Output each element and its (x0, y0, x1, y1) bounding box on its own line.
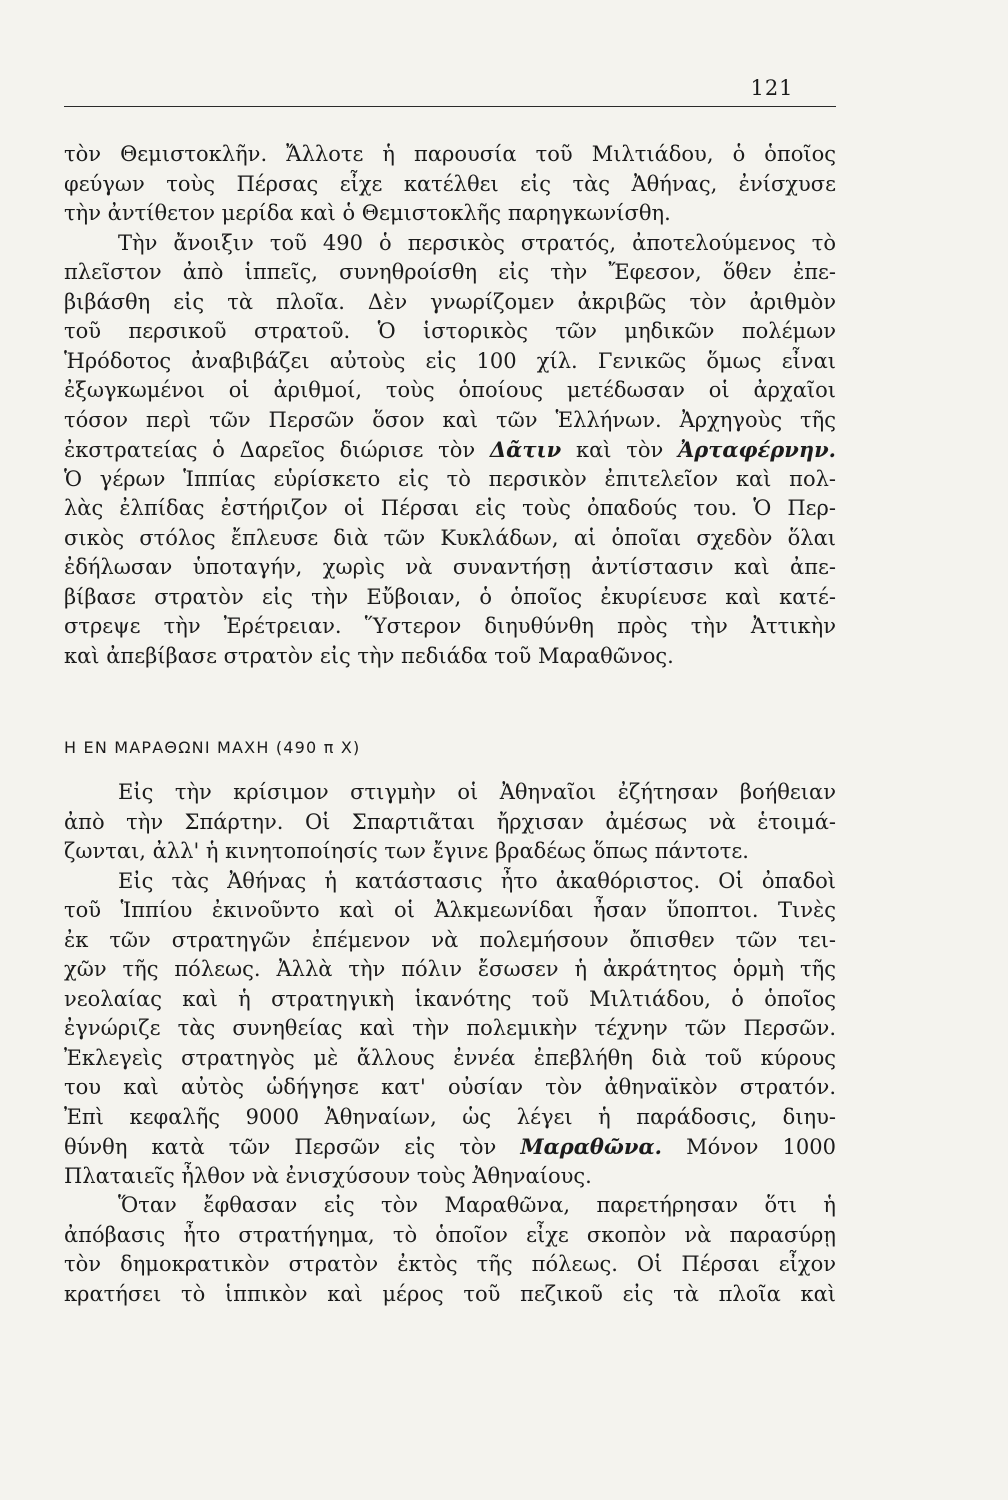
text-line: Τὴν ἄνοιξιν τοῦ 490 ὁ περσικὸς στρατός, ἀποτελούμενος τὸ (118, 230, 836, 255)
text-line: Εἰς τὰς Ἀθήνας ἡ κατάστασις ἦτο ἀκαθόριστος. Οἱ ὀπαδοὶ (118, 868, 836, 893)
text-line: στρεψε τὴν Ἐρέτρειαν. Ὕστερον διηυθύνθη πρὸς τὴν Ἀττικὴν (64, 614, 836, 638)
text-line: νεολαίας καὶ ἡ στρατηγικὴ ἱκανότης τοῦ Μιλτιάδου, ὁ ὁποῖος (64, 986, 836, 1011)
text-line: Εἰς τὴν κρίσιμον στιγμὴν οἱ Ἀθηναῖοι ἐζήτησαν βοήθειαν (118, 780, 836, 804)
text-line: Ἡρόδοτος ἀναβιβάζει αὐτοὺς εἰς 100 χίλ. Γενικῶς ὅμως εἶναι (64, 348, 836, 373)
text-line: χῶν τῆς πόλεως. Ἀλλὰ τὴν πόλιν ἔσωσεν ἡ ἀκράτητος ὁρμὴ τῆς (64, 957, 836, 981)
text-segment: θύνθη κατὰ τῶν Περσῶν εἰς τὸν (64, 1135, 497, 1159)
text-line: του καὶ αὐτὸς ὡδήγησε κατ' οὐσίαν τὸν ἀθηναϊκὸν στρατόν. (64, 1075, 836, 1099)
text-line: τὸν Θεμιστοκλῆν. Ἄλλοτε ἡ παρουσία τοῦ Μιλτιάδου, ὁ ὁποῖος (64, 142, 836, 166)
name-artafernis: Ἀρταφέρνην. (677, 437, 836, 462)
text-line: ἐκ τῶν στρατηγῶν ἐπέμενον νὰ πολεμήσουν ὄπισθεν τῶν τει- (64, 927, 836, 952)
text-line-mixed (64, 435, 836, 465)
text-line: ἀπόβασις ἦτο στρατήγημα, τὸ ὁποῖον εἶχε σκοπὸν νὰ παρασύρῃ (64, 1222, 836, 1247)
text-line: τοῦ περσικοῦ στρατοῦ. Ὁ ἱστορικὸς τῶν μηδικῶν πολέμων (64, 319, 836, 343)
section-heading: Η ΕΝ ΜΑΡΑΘΩΝΙ ΜΑΧΗ (490 π Χ) (64, 738, 361, 757)
text-line: κρατήσει τὸ ἱππικὸν καὶ μέρος τοῦ πεζικοῦ εἰς τὰ πλοῖα καὶ (64, 1281, 836, 1306)
text-line: τοῦ Ἱππίου ἐκινοῦντο καὶ οἱ Ἀλκμεωνίδαι ἦσαν ὕποπτοι. Τινὲς (64, 898, 836, 922)
text-line: ζωνται, ἀλλ' ἡ κινητοποίησίς των ἔγινε βραδέως ὅπως πάντοτε. (64, 839, 749, 863)
text-segment: ἐκστρατείας ὁ Δαρεῖος διώρισε τὸν (64, 438, 476, 462)
text-line: τὴν ἀντίθετον μερίδα καὶ ὁ Θεμιστοκλῆς παρηγκωνίσθη. (64, 201, 671, 225)
header-rule (64, 106, 836, 107)
section-1-text (64, 140, 836, 671)
text-line: σικὸς στόλος ἔπλευσε διὰ τῶν Κυκλάδων, αἱ ὁποῖαι σχεδὸν ὅλαι (64, 525, 836, 550)
text-line: ἐγνώριζε τὰς συνηθείας καὶ τὴν πολεμικὴν τέχνην τῶν Περσῶν. (64, 1016, 836, 1040)
name-marathona: Μαραθῶνα. (520, 1134, 662, 1159)
section-2-text (64, 778, 836, 1309)
text-segment: καὶ τὸν (575, 438, 664, 462)
text-line: Ὅταν ἔφθασαν εἰς τὸν Μαραθῶνα, παρετήρησαν ὅτι ἡ (118, 1193, 836, 1217)
text-line: βιβάσθη εἰς τὰ πλοῖα. Δὲν γνωρίζομεν ἀκριβῶς τὸν ἀριθμὸν (64, 289, 836, 314)
text-line: φεύγων τοὺς Πέρσας εἶχε κατέλθει εἰς τὰς Ἀθήνας, ἐνίσχυσε (64, 171, 836, 196)
name-datis: Δᾶτιν (489, 437, 562, 462)
text-line: ἐξωγκωμένοι οἱ ἀριθμοί, τοὺς ὁποίους μετέδωσαν οἱ ἀρχαῖοι (64, 378, 836, 402)
text-line: Ἐπὶ κεφαλῆς 9000 Ἀθηναίων, ὡς λέγει ἡ παράδοσις, διηυ- (64, 1104, 836, 1129)
text-line: Ἐκλεγεὶς στρατηγὸς μὲ ἄλλους ἐννέα ἐπεβλήθη διὰ τοῦ κύρους (64, 1045, 836, 1070)
text-line: πλεῖστον ἀπὸ ἱππεῖς, συνηθροίσθη εἰς τὴν Ἔφεσον, ὅθεν ἐπε- (64, 260, 836, 284)
text-line: ἐδήλωσαν ὑποταγήν, χωρὶς νὰ συναντήσῃ ἀντίστασιν καὶ ἀπε- (64, 555, 836, 579)
text-line: Ὁ γέρων Ἱππίας εὑρίσκετο εἰς τὸ περσικὸν ἐπιτελεῖον καὶ πολ- (64, 466, 836, 491)
text-line: τὸν δημοκρατικὸν στρατὸν ἐκτὸς τῆς πόλεως. Οἱ Πέρσαι εἶχον (64, 1252, 836, 1276)
text-line: βίβασε στρατὸν εἰς τὴν Εὔβοιαν, ὁ ὁποῖος ἐκυρίευσε καὶ κατέ- (64, 584, 836, 609)
text-segment: Μόνον 1000 (686, 1135, 836, 1159)
text-line: ἀπὸ τὴν Σπάρτην. Οἱ Σπαρτιᾶται ἤρχισαν ἀμέσως νὰ ἑτοιμά- (64, 809, 836, 834)
text-line: λὰς ἐλπίδας ἐστήριζον οἱ Πέρσαι εἰς τοὺς ὀπαδούς του. Ὁ Περ- (64, 496, 836, 520)
text-line: καὶ ἀπεβίβασε στρατὸν εἰς τὴν πεδιάδα τοῦ Μαραθῶνος. (64, 643, 674, 668)
page-number: 121 (750, 76, 794, 100)
text-line: Πλαταιεῖς ἦλθον νὰ ἐνισχύσουν τοὺς Ἀθηναίους. (64, 1163, 592, 1188)
text-line-mixed (64, 1132, 836, 1162)
text-line: τόσον περὶ τῶν Περσῶν ὅσον καὶ τῶν Ἑλλήνων. Ἀρχηγοὺς τῆς (64, 407, 836, 432)
